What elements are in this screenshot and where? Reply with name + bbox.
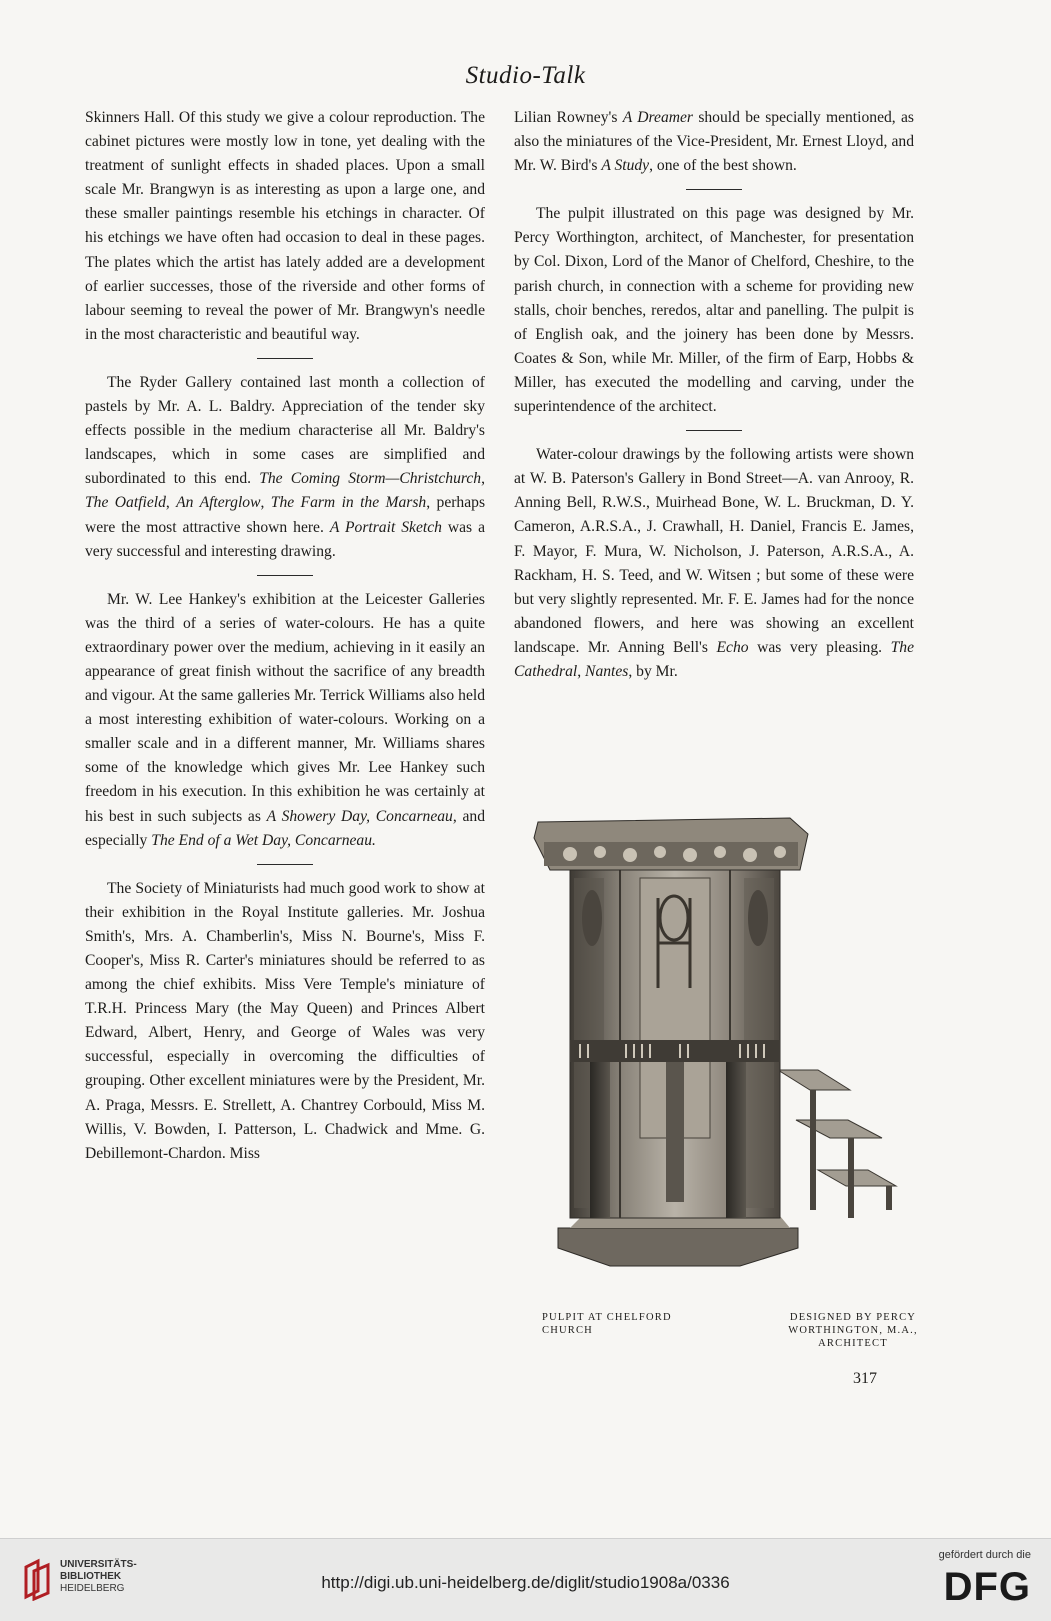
artwork-title: The Farm in the Marsh — [270, 494, 427, 512]
figure-caption-left: PULPIT AT CHELFORD CHURCH — [542, 1312, 672, 1336]
paragraph: Lilian Rowney's A Dreamer should be specially mentioned, as also the miniatures of the Vice-President, Mr. Ernest Lloyd, and Mr. W. Bird's A Study, one of the best shown. — [514, 109, 914, 175]
library-name: UNIVERSITÄTS- BIBLIOTHEK HEIDELBERG — [60, 1559, 137, 1594]
artwork-title: An Afterglow — [176, 494, 261, 512]
artwork-title: The Coming Storm—Christchurch — [259, 470, 482, 488]
section-rule — [686, 430, 742, 431]
paragraph: The Ryder Gallery contained last month a collection of pastels by Mr. A. L. Baldry. Appreciation of the tender sky effects possible in the medium characterise all Mr. Baldry's landscapes, which in some cases are simplified and subordinated to this end. The Coming Storm—Christchurch, The Oatfield, An Afterglow, The Farm in the Marsh, perhaps were the most attractive shown here. A Portrait Sketch was a very successful and interesting drawing. — [85, 373, 486, 560]
page-number: 317 — [853, 1370, 877, 1387]
artwork-title: The Cathedral — [514, 638, 914, 680]
source-url[interactable]: http://digi.ub.uni-heidelberg.de/diglit/studio1908a/0336 — [321, 1573, 730, 1592]
section-rule — [257, 575, 313, 576]
artwork-title: The End of a Wet Day, Concarneau. — [151, 831, 376, 849]
right-column — [514, 106, 914, 684]
figure-caption-right: DESIGNED BY PERCY WORTHINGTON, M.A., ARCHITECT — [788, 1312, 918, 1349]
running-head: Studio-Talk — [465, 62, 586, 89]
section-rule — [257, 358, 313, 359]
paragraph: The Society of Miniaturists had much good work to show at their exhibition in the Royal Institute galleries. Mr. Joshua Smith's, Mrs. A. Chamberlin's, Miss N. Bourne's, Miss F. Cooper's, Miss R. Carter's miniatures should be referred to as among the chief exhibits. Miss Vere Temple's miniature of T.R.H. Princess Mary (the May Queen) and Princes Albert Edward, Albert, Henry, and George of Wales was very successful, especially in overcoming the difficulties of grouping. Other excellent miniatures were by the President, Mr. A. Praga, Messrs. E. Strellett, A. Chantrey Corbould, Miss M. Willis, V. Bowden, I. Patterson, L. Chadwick and Mme. G. Debillemont-Chardon. Miss — [85, 879, 485, 1162]
left-column — [85, 106, 485, 1166]
artwork-title: Echo — [716, 638, 749, 656]
artwork-title: Nantes — [585, 662, 629, 680]
pulpit-illustration — [530, 808, 930, 1288]
carved-frieze — [530, 818, 930, 870]
section-rule — [257, 864, 313, 865]
dfg-logo: DFG — [943, 1565, 1031, 1609]
paragraph: Skinners Hall. Of this study we give a colour reproduction. The cabinet pictures were mostly low in tone, yet dealing with the treatment of sunlight effects in shaded places. Upon a small scale Mr. Brangwyn is as interesting as upon a large one, and these smaller paintings resemble his etchings in character. Of his etchings we have often had occasion to deal in these pages. The plates which the artist has lately added are a development of earlier successes, those of the riverside and other forms of labour seeming to reveal the power of Mr. Brangwyn's needle in the most characteristic and beautiful way. — [85, 109, 485, 343]
artwork-title: A Study — [601, 157, 650, 175]
funded-by-text: gefördert durch die — [938, 1549, 1031, 1561]
artwork-title: A Portrait Sketch — [329, 518, 442, 536]
section-rule — [686, 189, 742, 190]
artwork-title: A Showery Day, Concarneau — [266, 807, 453, 825]
inscription-band — [570, 1040, 780, 1062]
paragraph: The pulpit illustrated on this page was designed by Mr. Percy Worthington, architect, of Manchester, for presentation by Col. Dixon, Lord of the Manor of Chelford, Cheshire, to the parish church, in connection with a scheme for providing new stalls, choir benches, reredos, altar and panelling. The pulpit is of English oak, and the joinery has been done by Messrs. Coates & Son, while Mr. Miller, of the firm of Earp, Hobbs & Miller, has executed the modelling and carving, under the superintendence of the architect. — [514, 205, 914, 416]
pulpit-steps — [778, 1070, 896, 1218]
paragraph: Water-colour drawings by the following artists were shown at W. B. Paterson's Gallery in Bond Street—A. van Anrooy, R. Anning Bell, R.W.S., Muirhead Bone, W. L. Bruckman, D. Y. Cameron, A.R.S.A., J. Crawhall, H. Daniel, Francis E. James, F. Mayor, F. Mura, W. Nicholson, J. Paterson, A.R.S.A., A. Rackham, H. S. Teed, and W. Witsen ; but some of these were but very slightly represented. Mr. F. E. James had for the nonce abandoned flowers, and here was showing an excellent landscape. Mr. Anning Bell's Echo was very pleasing. The Cathedral, Nantes, by Mr. — [514, 446, 914, 680]
artwork-title: The Oatfield — [85, 494, 166, 512]
footer-bar — [0, 1538, 1051, 1621]
artwork-title: A Dreamer — [622, 109, 693, 126]
paragraph: Mr. W. Lee Hankey's exhibition at the Leicester Galleries was the third of a series of water-colours. He has a quite extraordinary power over the medium, achieving in it easily an appearance of great finish without the sacrifice of any breadth and vigour. At the same galleries Mr. Terrick Williams also held a most interesting exhibition of water-colours. Working on a smaller scale and in a different manner, Mr. Williams shares some of the knowledge which gives Mr. Lee Hankey such freedom in his execution. In this exhibition he was certainly at his best in such subjects as A Showery Day, Concarneau, and especially The End of a Wet Day, Concarneau. — [85, 590, 485, 849]
